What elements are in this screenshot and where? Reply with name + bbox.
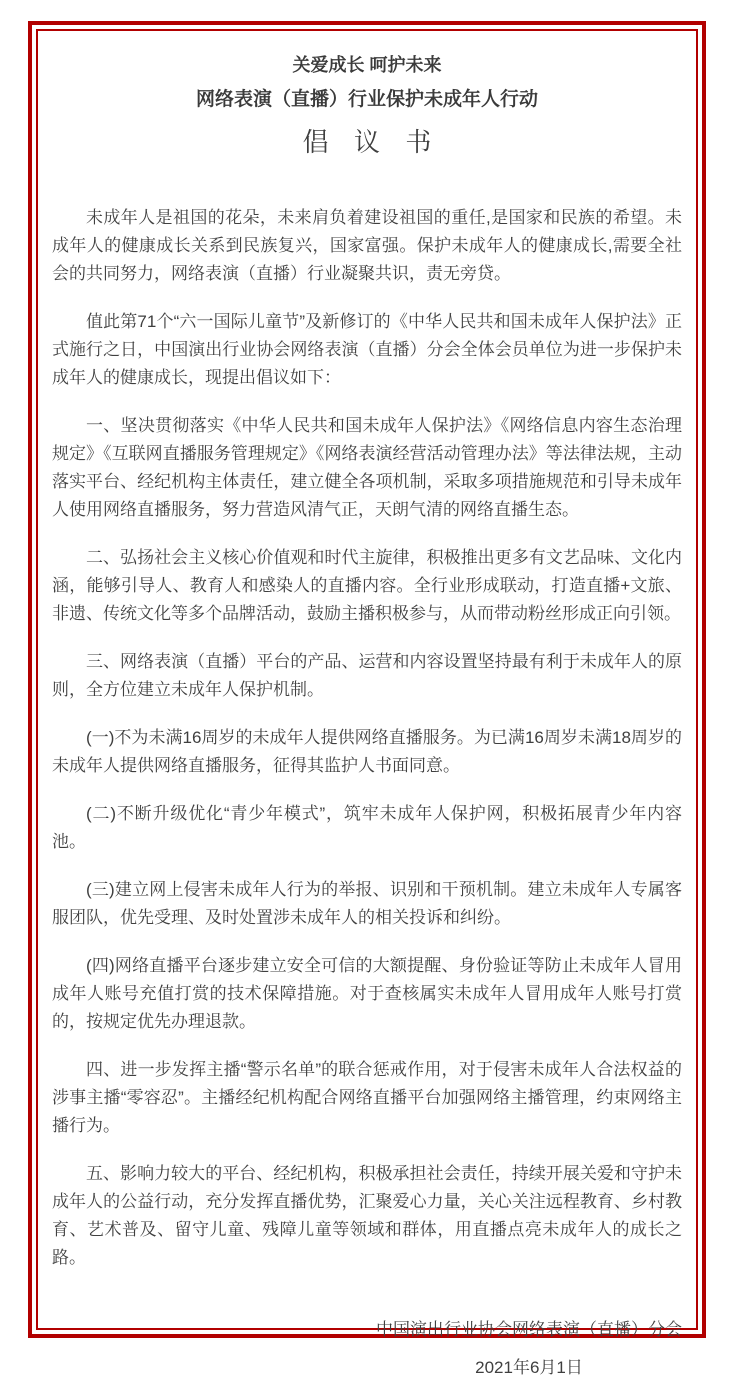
title-line-1: 关爱成长 呵护未来	[292, 55, 442, 75]
signature-date: 2021年6月1日	[475, 1358, 583, 1377]
body-paragraph: (三)建立网上侵害未成年人行为的举报、识别和干预机制。建立未成年人专属客服团队，优先受理、及时处置涉未成年人的相关投诉和纠纷。	[52, 880, 682, 927]
body-paragraph: 二、弘扬社会主义核心价值观和时代主旋律，积极推出更多有文艺品味、文化内涵，能够引导人、教育人和感染人的直播内容。全行业形成联动，打造直播+文旅、非遗、传统文化等多个品牌活动，鼓励主播积极参与，从而带动粉丝形成正向引领。	[52, 548, 682, 623]
body-paragraph: 五、影响力较大的平台、经纪机构，积极承担社会责任，持续开展关爱和守护未成年人的公益行动，充分发挥直播优势，汇聚爱心力量，关心关注远程教育、乡村教育、艺术普及、留守儿童、残障儿童等领域和群体，用直播点亮未成年人的成长之路。	[52, 1164, 682, 1267]
body-paragraph: 值此第71个“六一国际儿童节”及新修订的《中华人民共和国未成年人保护法》正式施行之日，中国演出行业协会网络表演（直播）分会全体会员单位为进一步保护未成年人的健康成长，现提出倡议如下：	[52, 312, 682, 387]
body-paragraph: 一、坚决贯彻落实《中华人民共和国未成年人保护法》《网络信息内容生态治理规定》《互联网直播服务管理规定》《网络表演经营活动管理办法》等法律法规，主动落实平台、经纪机构主体责任，建立健全各项机制，采取多项措施规范和引导未成年人使用网络直播服务，努力营造风清气正，天朗气清的网络直播生态。	[52, 416, 682, 519]
signature-organization: 中国演出行业协会网络表演（直播）分会	[376, 1320, 682, 1339]
body-paragraph: (四)网络直播平台逐步建立安全可信的大额提醒、身份验证等防止未成年人冒用成年人账号充值打赏的技术保障措施。对于查核属实未成年人冒用成年人账号打赏的，按规定优先办理退款。	[52, 956, 682, 1031]
signature-block	[52, 1316, 682, 1382]
document-inner-border	[36, 29, 698, 1377]
document-outer-border	[28, 21, 706, 1377]
document-body	[52, 204, 682, 1272]
body-paragraph: 四、进一步发挥主播“警示名单”的联合惩戒作用，对于侵害未成年人合法权益的涉事主播“零容忍”。主播经纪机构配合网络直播平台加强网络主播管理，约束网络主播行为。	[52, 1060, 682, 1135]
body-paragraph: (一)不为未满16周岁的未成年人提供网络直播服务。为已满16周岁未满18周岁的未成年人提供网络直播服务，征得其监护人书面同意。	[52, 728, 682, 775]
document-content	[38, 31, 696, 1377]
body-paragraph: 三、网络表演（直播）平台的产品、运营和内容设置坚持最有利于未成年人的原则，全方位建立未成年人保护机制。	[52, 652, 682, 699]
body-paragraph: 未成年人是祖国的花朵，未来肩负着建设祖国的重任,是国家和民族的希望。未成年人的健康成长关系到民族复兴，国家富强。保护未成年人的健康成长,需要全社会的共同努力，网络表演（直播）行业凝聚共识，责无旁贷。	[52, 208, 682, 283]
document-title: 倡 议 书	[302, 127, 441, 157]
body-paragraph: (二)不断升级优化“青少年模式”，筑牢未成年人保护网，积极拓展青少年内容池。	[52, 804, 682, 851]
title-line-2: 网络表演（直播）行业保护未成年人行动	[195, 89, 538, 110]
